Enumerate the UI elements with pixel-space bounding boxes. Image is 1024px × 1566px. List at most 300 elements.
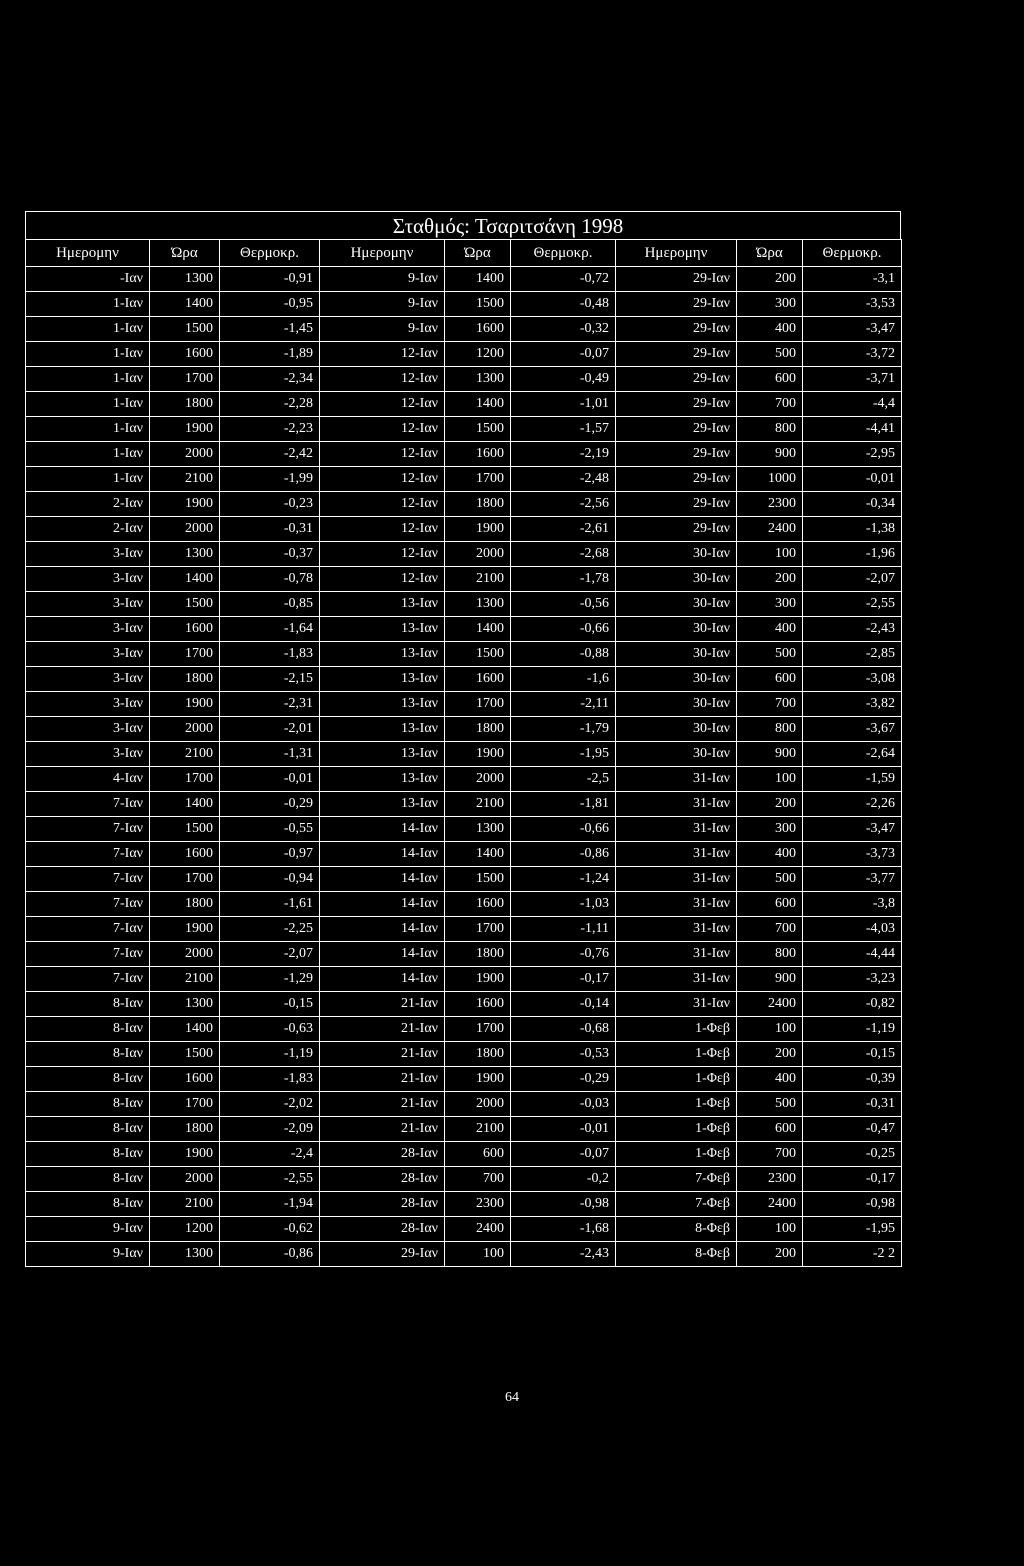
temperature-cell: -1,19 <box>803 1017 902 1042</box>
page-number: 64 <box>505 1390 519 1405</box>
date-cell: 8-Φεβ <box>616 1217 737 1242</box>
temperature-cell: -1,64 <box>220 617 320 642</box>
table-row <box>26 867 902 892</box>
temperature-cell: -4,41 <box>803 417 902 442</box>
date-cell: 7-Ιαν <box>26 792 150 817</box>
date-cell: 30-Ιαν <box>616 717 737 742</box>
hour-cell: 300 <box>737 292 803 317</box>
temperature-cell: -3,82 <box>803 692 902 717</box>
station-table-sheet <box>25 211 901 1267</box>
hour-cell: 500 <box>737 1092 803 1117</box>
hour-cell: 900 <box>737 967 803 992</box>
date-cell: 31-Ιαν <box>616 942 737 967</box>
temperature-cell: -2,68 <box>511 542 616 567</box>
date-cell: 29-Ιαν <box>616 417 737 442</box>
hour-cell: 1900 <box>150 917 220 942</box>
table-row <box>26 1242 902 1267</box>
table-row <box>26 1117 902 1142</box>
date-cell: 12-Ιαν <box>320 492 445 517</box>
table-row <box>26 617 902 642</box>
date-cell: 2-Ιαν <box>26 492 150 517</box>
table-row <box>26 692 902 717</box>
temperature-cell: -0,86 <box>511 842 616 867</box>
hour-cell: 1800 <box>150 892 220 917</box>
temperature-cell: -0,15 <box>803 1042 902 1067</box>
temperature-cell: -0,29 <box>220 792 320 817</box>
date-cell: 12-Ιαν <box>320 442 445 467</box>
date-cell: 29-Ιαν <box>616 317 737 342</box>
hour-cell: 400 <box>737 617 803 642</box>
hour-cell: 600 <box>737 367 803 392</box>
hour-cell: 1700 <box>445 917 511 942</box>
hour-cell: 400 <box>737 1067 803 1092</box>
table-row <box>26 1042 902 1067</box>
table-row <box>26 767 902 792</box>
date-cell: 12-Ιαν <box>320 467 445 492</box>
temperature-cell: -2,64 <box>803 742 902 767</box>
hour-cell: 900 <box>737 442 803 467</box>
hour-cell: 1500 <box>150 1042 220 1067</box>
hour-cell: 1200 <box>445 342 511 367</box>
temperature-cell: -0,88 <box>511 642 616 667</box>
temperature-cell: -0,14 <box>511 992 616 1017</box>
date-cell: 12-Ιαν <box>320 542 445 567</box>
hour-cell: 1500 <box>150 592 220 617</box>
date-cell: 29-Ιαν <box>616 442 737 467</box>
temperature-cell: -4,03 <box>803 917 902 942</box>
temperature-cell: -1,6 <box>511 667 616 692</box>
hour-cell: 2100 <box>445 1117 511 1142</box>
table-row <box>26 1067 902 1092</box>
hour-cell: 1300 <box>150 542 220 567</box>
date-cell: 3-Ιαν <box>26 567 150 592</box>
temperature-cell: -1,99 <box>220 467 320 492</box>
hour-cell: 1600 <box>445 667 511 692</box>
temperature-cell: -2,56 <box>511 492 616 517</box>
temperature-cell: -2,55 <box>803 592 902 617</box>
date-cell: 1-Ιαν <box>26 442 150 467</box>
temperature-cell: -1,96 <box>803 542 902 567</box>
hour-cell: 2000 <box>150 717 220 742</box>
date-cell: 9-Ιαν <box>26 1217 150 1242</box>
temperature-cell: -1,59 <box>803 767 902 792</box>
temperature-cell: -0,01 <box>511 1117 616 1142</box>
hour-cell: 700 <box>737 1142 803 1167</box>
date-cell: 29-Ιαν <box>616 492 737 517</box>
temperature-cell: -0,66 <box>511 617 616 642</box>
hour-cell: 600 <box>737 1117 803 1142</box>
table-row <box>26 292 902 317</box>
temperature-cell: -2,15 <box>220 667 320 692</box>
hour-cell: 1400 <box>150 567 220 592</box>
table-body <box>26 267 902 1267</box>
hour-cell: 2100 <box>445 567 511 592</box>
temperature-cell: -3,47 <box>803 317 902 342</box>
temperature-cell: -3,1 <box>803 267 902 292</box>
date-cell: 12-Ιαν <box>320 342 445 367</box>
date-cell: 29-Ιαν <box>320 1242 445 1267</box>
date-cell: 9-Ιαν <box>320 292 445 317</box>
date-cell: 14-Ιαν <box>320 917 445 942</box>
table-title: Σταθμός: Τσαριτσάνη 1998 <box>25 211 901 239</box>
hour-cell: 500 <box>737 342 803 367</box>
temperature-cell: -0,55 <box>220 817 320 842</box>
date-cell: 1-Φεβ <box>616 1092 737 1117</box>
hour-cell: 2300 <box>737 492 803 517</box>
hour-cell: 2000 <box>445 542 511 567</box>
date-cell: 1-Φεβ <box>616 1017 737 1042</box>
temperature-cell: -2,02 <box>220 1092 320 1117</box>
temperature-cell: -1,95 <box>803 1217 902 1242</box>
date-cell: 7-Φεβ <box>616 1192 737 1217</box>
date-cell: 8-Ιαν <box>26 1067 150 1092</box>
hour-cell: 1400 <box>150 292 220 317</box>
table-row <box>26 642 902 667</box>
temperature-cell: -2,31 <box>220 692 320 717</box>
temperature-cell: -1,83 <box>220 1067 320 1092</box>
hour-cell: 1700 <box>150 767 220 792</box>
table-row <box>26 1142 902 1167</box>
hour-cell: 1500 <box>445 642 511 667</box>
hour-cell: 1700 <box>150 1092 220 1117</box>
temperature-cell: -3,72 <box>803 342 902 367</box>
temperature-cell: -0,17 <box>511 967 616 992</box>
table-row <box>26 892 902 917</box>
temperature-cell: -2,09 <box>220 1117 320 1142</box>
temperature-cell: -0,17 <box>803 1167 902 1192</box>
table-row <box>26 442 902 467</box>
table-row <box>26 1217 902 1242</box>
hour-cell: 1500 <box>445 292 511 317</box>
temperature-cell: -0,86 <box>220 1242 320 1267</box>
temperature-cell: -0,66 <box>511 817 616 842</box>
hour-cell: 1400 <box>150 1017 220 1042</box>
hour-cell: 2400 <box>737 517 803 542</box>
temperature-cell: -2,43 <box>511 1242 616 1267</box>
hour-cell: 1500 <box>445 867 511 892</box>
date-cell: 13-Ιαν <box>320 692 445 717</box>
hour-cell: 2100 <box>150 967 220 992</box>
date-cell: 21-Ιαν <box>320 992 445 1017</box>
table-row <box>26 842 902 867</box>
hour-cell: 200 <box>737 792 803 817</box>
temperature-cell: -3,77 <box>803 867 902 892</box>
date-cell: 14-Ιαν <box>320 942 445 967</box>
date-cell: 3-Ιαν <box>26 617 150 642</box>
temperature-cell: -4,44 <box>803 942 902 967</box>
hour-cell: 1800 <box>150 667 220 692</box>
hour-cell: 1800 <box>445 717 511 742</box>
table-row <box>26 967 902 992</box>
temperature-cell: -0,78 <box>220 567 320 592</box>
hour-cell: 1900 <box>150 417 220 442</box>
temperature-cell: -3,53 <box>803 292 902 317</box>
date-cell: 31-Ιαν <box>616 892 737 917</box>
temperature-cell: -1,45 <box>220 317 320 342</box>
date-cell: 12-Ιαν <box>320 567 445 592</box>
date-cell: 7-Ιαν <box>26 892 150 917</box>
temperature-cell: -1,11 <box>511 917 616 942</box>
hour-cell: 1700 <box>445 1017 511 1042</box>
temperature-cell: -0,2 <box>511 1167 616 1192</box>
date-cell: 28-Ιαν <box>320 1167 445 1192</box>
table-row <box>26 1017 902 1042</box>
column-header-hour: Ώρα <box>737 240 803 267</box>
date-cell: 21-Ιαν <box>320 1042 445 1067</box>
table-row <box>26 542 902 567</box>
table-row <box>26 992 902 1017</box>
date-cell: 14-Ιαν <box>320 817 445 842</box>
date-cell: 30-Ιαν <box>616 692 737 717</box>
hour-cell: 1300 <box>445 592 511 617</box>
temperature-cell: -2,23 <box>220 417 320 442</box>
column-header-temperature: Θερμοκρ. <box>220 240 320 267</box>
temperature-cell: -2,85 <box>803 642 902 667</box>
hour-cell: 1400 <box>445 617 511 642</box>
temperature-cell: -1,94 <box>220 1192 320 1217</box>
date-cell: 30-Ιαν <box>616 567 737 592</box>
temperature-cell: -0,82 <box>803 992 902 1017</box>
hour-cell: 1600 <box>150 342 220 367</box>
date-cell: 14-Ιαν <box>320 892 445 917</box>
date-cell: 30-Ιαν <box>616 542 737 567</box>
temperature-cell: -0,56 <box>511 592 616 617</box>
date-cell: 1-Φεβ <box>616 1117 737 1142</box>
hour-cell: 1900 <box>445 742 511 767</box>
temperature-cell: -2,43 <box>803 617 902 642</box>
hour-cell: 1600 <box>150 1067 220 1092</box>
date-cell: 31-Ιαν <box>616 767 737 792</box>
temperature-cell: -0,29 <box>511 1067 616 1092</box>
date-cell: 2-Ιαν <box>26 517 150 542</box>
temperature-cell: -2 2 <box>803 1242 902 1267</box>
temperature-cell: -2,07 <box>803 567 902 592</box>
date-cell: 12-Ιαν <box>320 417 445 442</box>
hour-cell: 1900 <box>445 1067 511 1092</box>
date-cell: 8-Ιαν <box>26 1192 150 1217</box>
hour-cell: 200 <box>737 567 803 592</box>
temperature-cell: -0,97 <box>220 842 320 867</box>
table-row <box>26 267 902 292</box>
date-cell: 1-Φεβ <box>616 1067 737 1092</box>
hour-cell: 2000 <box>150 517 220 542</box>
column-header-hour: Ώρα <box>150 240 220 267</box>
date-cell: 7-Ιαν <box>26 967 150 992</box>
column-header-date: Ημερομην <box>26 240 150 267</box>
hour-cell: 1400 <box>445 267 511 292</box>
temperature-cell: -1,31 <box>220 742 320 767</box>
date-cell: 8-Ιαν <box>26 1167 150 1192</box>
date-cell: 9-Ιαν <box>320 267 445 292</box>
temperature-cell: -0,15 <box>220 992 320 1017</box>
temperature-cell: -2,48 <box>511 467 616 492</box>
temperature-cell: -2,19 <box>511 442 616 467</box>
temperature-cell: -1,89 <box>220 342 320 367</box>
hour-cell: 700 <box>737 392 803 417</box>
header-row <box>26 240 902 267</box>
temperature-cell: -3,71 <box>803 367 902 392</box>
date-cell: 29-Ιαν <box>616 267 737 292</box>
temperature-cell: -2,26 <box>803 792 902 817</box>
hour-cell: 600 <box>445 1142 511 1167</box>
date-cell: 21-Ιαν <box>320 1117 445 1142</box>
temperature-cell: -0,47 <box>803 1117 902 1142</box>
date-cell: 3-Ιαν <box>26 592 150 617</box>
hour-cell: 1700 <box>445 467 511 492</box>
temperature-cell: -0,95 <box>220 292 320 317</box>
date-cell: 28-Ιαν <box>320 1192 445 1217</box>
hour-cell: 900 <box>737 742 803 767</box>
date-cell: 13-Ιαν <box>320 642 445 667</box>
hour-cell: 300 <box>737 817 803 842</box>
hour-cell: 1300 <box>445 367 511 392</box>
temperature-cell: -0,62 <box>220 1217 320 1242</box>
temperature-cell: -0,34 <box>803 492 902 517</box>
date-cell: 8-Ιαν <box>26 992 150 1017</box>
temperature-cell: -2,95 <box>803 442 902 467</box>
temperature-cell: -0,23 <box>220 492 320 517</box>
table-row <box>26 717 902 742</box>
date-cell: 3-Ιαν <box>26 667 150 692</box>
date-cell: 30-Ιαν <box>616 742 737 767</box>
temperature-cell: -1,29 <box>220 967 320 992</box>
hour-cell: 1800 <box>445 942 511 967</box>
temperature-cell: -1,79 <box>511 717 616 742</box>
date-cell: 31-Ιαν <box>616 867 737 892</box>
temperature-cell: -1,01 <box>511 392 616 417</box>
table-row <box>26 317 902 342</box>
date-cell: 14-Ιαν <box>320 967 445 992</box>
hour-cell: 200 <box>737 1042 803 1067</box>
date-cell: 1-Ιαν <box>26 317 150 342</box>
table-row <box>26 792 902 817</box>
hour-cell: 1800 <box>445 492 511 517</box>
hour-cell: 500 <box>737 867 803 892</box>
temperature-cell: -0,85 <box>220 592 320 617</box>
temperature-cell: -1,61 <box>220 892 320 917</box>
hour-cell: 1700 <box>150 867 220 892</box>
hour-cell: 1300 <box>445 817 511 842</box>
table-row <box>26 742 902 767</box>
date-cell: 14-Ιαν <box>320 842 445 867</box>
temperature-cell: -0,94 <box>220 867 320 892</box>
hour-cell: 600 <box>737 667 803 692</box>
date-cell: 9-Ιαν <box>26 1242 150 1267</box>
date-cell: 8-Ιαν <box>26 1117 150 1142</box>
temperature-cell: -0,01 <box>220 767 320 792</box>
date-cell: 29-Ιαν <box>616 392 737 417</box>
hour-cell: 1500 <box>150 817 220 842</box>
date-cell: 3-Ιαν <box>26 642 150 667</box>
date-cell: 9-Ιαν <box>320 317 445 342</box>
date-cell: 3-Ιαν <box>26 717 150 742</box>
date-cell: 31-Ιαν <box>616 842 737 867</box>
column-header-temperature: Θερμοκρ. <box>511 240 616 267</box>
temperature-cell: -0,07 <box>511 342 616 367</box>
hour-cell: 1600 <box>445 892 511 917</box>
hour-cell: 600 <box>737 892 803 917</box>
date-cell: 12-Ιαν <box>320 392 445 417</box>
hour-cell: 200 <box>737 267 803 292</box>
date-cell: 21-Ιαν <box>320 1092 445 1117</box>
temperature-cell: -0,48 <box>511 292 616 317</box>
hour-cell: 800 <box>737 417 803 442</box>
hour-cell: 1500 <box>150 317 220 342</box>
column-header-hour: Ώρα <box>445 240 511 267</box>
date-cell: 8-Ιαν <box>26 1142 150 1167</box>
date-cell: 1-Ιαν <box>26 467 150 492</box>
hour-cell: 1200 <box>150 1217 220 1242</box>
hour-cell: 2100 <box>445 792 511 817</box>
date-cell: 31-Ιαν <box>616 967 737 992</box>
hour-cell: 2000 <box>150 1167 220 1192</box>
temperature-cell: -2,61 <box>511 517 616 542</box>
hour-cell: 2100 <box>150 1192 220 1217</box>
temperature-cell: -3,73 <box>803 842 902 867</box>
date-cell: 1-Ιαν <box>26 367 150 392</box>
hour-cell: 1900 <box>150 692 220 717</box>
date-cell: 4-Ιαν <box>26 767 150 792</box>
hour-cell: 1700 <box>150 367 220 392</box>
temperature-cell: -0,68 <box>511 1017 616 1042</box>
hour-cell: 1900 <box>150 492 220 517</box>
temperature-cell: -3,23 <box>803 967 902 992</box>
column-header-temperature: Θερμοκρ. <box>803 240 902 267</box>
date-cell: 30-Ιαν <box>616 642 737 667</box>
temperature-cell: -0,63 <box>220 1017 320 1042</box>
hour-cell: 1000 <box>737 467 803 492</box>
date-cell: 30-Ιαν <box>616 617 737 642</box>
hour-cell: 100 <box>737 767 803 792</box>
date-cell: 3-Ιαν <box>26 692 150 717</box>
date-cell: 29-Ιαν <box>616 342 737 367</box>
table-row <box>26 917 902 942</box>
temperature-cell: -1,78 <box>511 567 616 592</box>
table-row <box>26 942 902 967</box>
temperature-cell: -0,91 <box>220 267 320 292</box>
hour-cell: 200 <box>737 1242 803 1267</box>
table-row <box>26 467 902 492</box>
hour-cell: 1400 <box>445 842 511 867</box>
hour-cell: 1800 <box>150 392 220 417</box>
hour-cell: 400 <box>737 842 803 867</box>
date-cell: 1-Ιαν <box>26 292 150 317</box>
date-cell: 13-Ιαν <box>320 767 445 792</box>
hour-cell: 100 <box>737 1217 803 1242</box>
hour-cell: 1600 <box>150 842 220 867</box>
temperature-table <box>25 239 902 1267</box>
temperature-cell: -3,08 <box>803 667 902 692</box>
hour-cell: 1600 <box>445 992 511 1017</box>
hour-cell: 2000 <box>445 767 511 792</box>
date-cell: 29-Ιαν <box>616 367 737 392</box>
temperature-cell: -1,83 <box>220 642 320 667</box>
temperature-cell: -0,31 <box>803 1092 902 1117</box>
date-cell: 13-Ιαν <box>320 617 445 642</box>
temperature-cell: -2,34 <box>220 367 320 392</box>
hour-cell: 2400 <box>737 1192 803 1217</box>
table-row <box>26 367 902 392</box>
temperature-cell: -2,25 <box>220 917 320 942</box>
hour-cell: 1300 <box>150 992 220 1017</box>
hour-cell: 700 <box>737 692 803 717</box>
column-header-date: Ημερομην <box>320 240 445 267</box>
hour-cell: 1600 <box>150 617 220 642</box>
date-cell: 30-Ιαν <box>616 667 737 692</box>
hour-cell: 1900 <box>445 967 511 992</box>
date-cell: 13-Ιαν <box>320 667 445 692</box>
temperature-cell: -0,32 <box>511 317 616 342</box>
